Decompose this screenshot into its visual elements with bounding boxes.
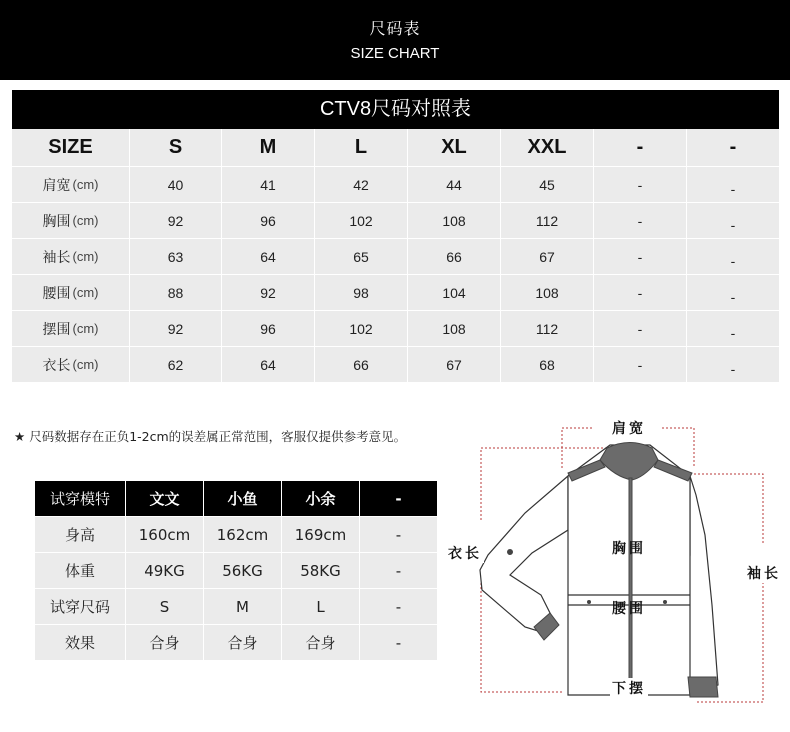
table-cell: 40 <box>130 167 222 203</box>
table-cell: 66 <box>408 239 501 275</box>
row-label: 体重 <box>35 553 126 589</box>
column-header: - <box>687 129 779 167</box>
table-cell: 64 <box>222 347 315 383</box>
row-label <box>12 311 130 347</box>
jacket-measurement-diagram <box>440 405 790 725</box>
size-grid <box>12 129 779 383</box>
table-cell: 68 <box>501 347 594 383</box>
column-header: SIZE <box>12 129 130 167</box>
unit: (cm) <box>72 249 99 264</box>
table-cell: 65 <box>315 239 408 275</box>
table-cell: 58KG <box>282 553 360 589</box>
row-label: 身高 <box>35 517 126 553</box>
table-cell: 104 <box>408 275 501 311</box>
column-header: S <box>130 129 222 167</box>
column-header: 小余 <box>282 481 360 517</box>
table-cell: 合身 <box>282 625 360 661</box>
unit: (cm) <box>72 357 99 372</box>
column-header: 试穿模特 <box>35 481 126 517</box>
table-cell: 63 <box>130 239 222 275</box>
table-cell: 112 <box>501 203 594 239</box>
table-cell: 92 <box>130 311 222 347</box>
table-cell: S <box>126 589 204 625</box>
row-label: 效果 <box>35 625 126 661</box>
measure-name: 肩宽 <box>42 177 71 194</box>
table-cell: 92 <box>130 203 222 239</box>
table-cell: - <box>687 167 779 203</box>
row-label <box>12 239 130 275</box>
column-header: XL <box>408 129 501 167</box>
column-header: M <box>222 129 315 167</box>
sleeve-label: 袖长 <box>745 563 783 583</box>
model-fit-table <box>35 481 437 661</box>
table-cell: - <box>360 517 437 553</box>
unit: (cm) <box>72 213 99 228</box>
table-cell: - <box>594 311 687 347</box>
measure-name: 衣长 <box>42 357 71 374</box>
measure-name: 胸围 <box>42 213 71 230</box>
page-title-cn: 尺码表 <box>369 19 421 38</box>
column-header: - <box>360 481 437 517</box>
jacket-body <box>480 445 718 695</box>
measure-name: 腰围 <box>42 285 71 302</box>
table-cell: 108 <box>408 311 501 347</box>
waist-label: 腰围 <box>612 601 646 617</box>
measure-name: 摆围 <box>42 321 71 338</box>
table-cell: 102 <box>315 203 408 239</box>
chest-label: 胸围 <box>612 541 646 557</box>
table-cell: 56KG <box>204 553 282 589</box>
table-cell: 98 <box>315 275 408 311</box>
length-label: 衣长 <box>446 543 484 563</box>
table-cell: L <box>282 589 360 625</box>
table-cell: 67 <box>501 239 594 275</box>
table-cell: 66 <box>315 347 408 383</box>
table-cell: - <box>594 167 687 203</box>
table-cell: 67 <box>408 347 501 383</box>
table-cell: 合身 <box>204 625 282 661</box>
page-title-en: SIZE CHART <box>350 45 440 62</box>
table-cell: 169cm <box>282 517 360 553</box>
column-header: 小鱼 <box>204 481 282 517</box>
table-cell: 112 <box>501 311 594 347</box>
row-label <box>12 347 130 383</box>
table-cell: 96 <box>222 311 315 347</box>
column-header: - <box>594 129 687 167</box>
shoulder-label: 肩宽 <box>610 418 648 438</box>
unit: (cm) <box>72 321 99 336</box>
table-cell: 96 <box>222 203 315 239</box>
table-cell: - <box>360 625 437 661</box>
table-cell: 44 <box>408 167 501 203</box>
unit: (cm) <box>72 285 99 300</box>
table-cell: 62 <box>130 347 222 383</box>
table-cell: 92 <box>222 275 315 311</box>
table-cell: - <box>594 275 687 311</box>
table-cell: 88 <box>130 275 222 311</box>
column-header: 文文 <box>126 481 204 517</box>
table-cell: - <box>360 589 437 625</box>
table-cell: 102 <box>315 311 408 347</box>
table-cell: 合身 <box>126 625 204 661</box>
table-cell: - <box>594 239 687 275</box>
hem-label: 下摆 <box>610 678 648 698</box>
table-cell: - <box>687 347 779 383</box>
row-label: 试穿尺码 <box>35 589 126 625</box>
jacket-illustration-icon <box>440 405 790 725</box>
size-chart-table <box>12 90 779 383</box>
column-header: L <box>315 129 408 167</box>
row-label <box>12 167 130 203</box>
page-header <box>0 0 790 80</box>
table-cell: - <box>687 275 779 311</box>
unit: (cm) <box>72 177 99 192</box>
star-icon: ★ <box>14 429 26 444</box>
table-cell: 41 <box>222 167 315 203</box>
table-cell: - <box>594 203 687 239</box>
table-cell: - <box>687 239 779 275</box>
row-label <box>12 203 130 239</box>
table-cell: 162cm <box>204 517 282 553</box>
table-cell: 64 <box>222 239 315 275</box>
table-cell: - <box>360 553 437 589</box>
note-text: 尺码数据存在正负1-2cm的误差属正常范围，客服仅提供参考意见。 <box>29 429 407 444</box>
table-cell: 108 <box>408 203 501 239</box>
table-cell: - <box>687 311 779 347</box>
table-cell: - <box>594 347 687 383</box>
column-header: XXL <box>501 129 594 167</box>
table-cell: 160cm <box>126 517 204 553</box>
table-cell: 42 <box>315 167 408 203</box>
table-cell: M <box>204 589 282 625</box>
row-label <box>12 275 130 311</box>
table-cell: 108 <box>501 275 594 311</box>
measure-name: 袖长 <box>42 249 71 266</box>
disclaimer-note <box>14 427 406 445</box>
table-cell: - <box>687 203 779 239</box>
size-table-title: CTV8尺码对照表 <box>12 90 779 129</box>
table-cell: 45 <box>501 167 594 203</box>
table-cell: 49KG <box>126 553 204 589</box>
